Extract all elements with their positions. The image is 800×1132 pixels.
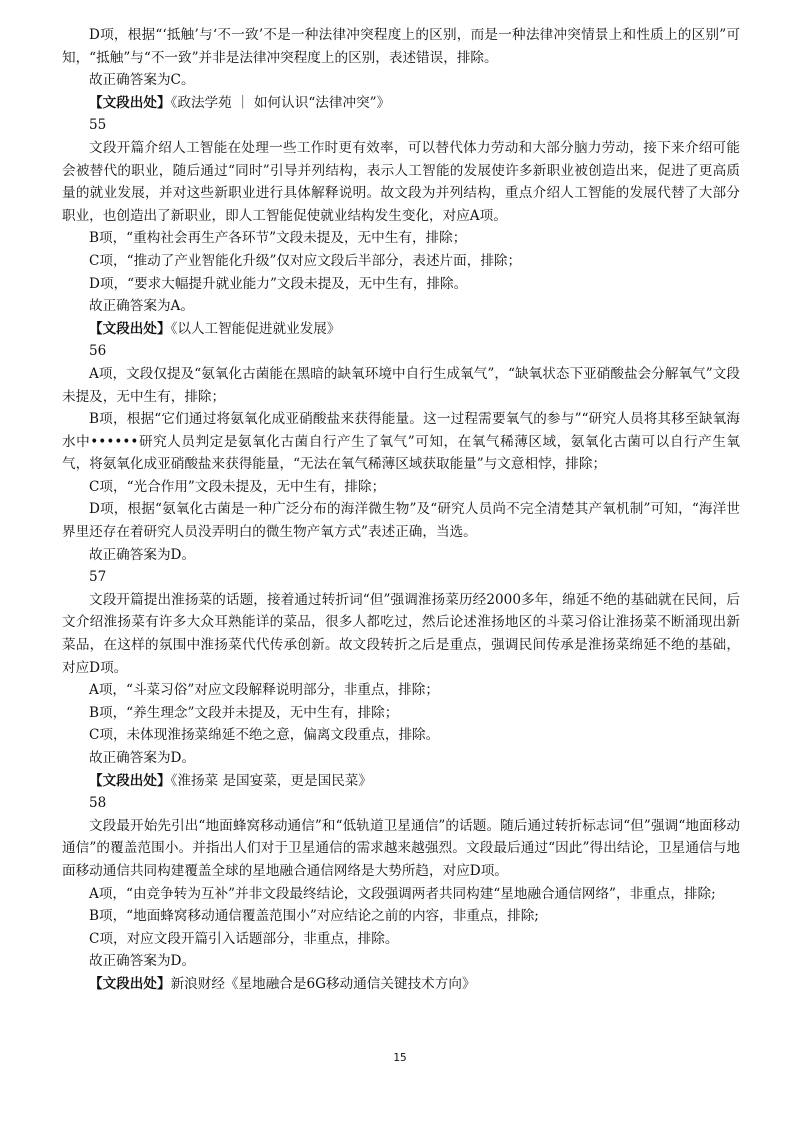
paragraph: 文段开篇提出淮扬菜的话题，接着通过转折词“但”强调淮扬菜历经2000多年，绵延不绝的基础就在民间，后文介绍淮扬菜有许多大众耳熟能详的菜品，很多人都吃过，然后论述淮扬地区的斗菜习俗让淮扬菜不断涌现出新菜品，在这样的氛围中淮扬菜代代传承创新。故文段转折之后是重点，强调民间传承是淮扬菜绵延不绝的基础，对应D项。 [62,591,740,676]
paragraph: D项，根据“‘抵触’与‘不一致’不是一种法律冲突程度上的区别，而是一种法律冲突情景上和性质上的区别”可知，“抵触”与“不一致”并非是法律冲突程度上的区别，表述错误，排除。 [62,27,740,66]
paragraph: 文段最开始先引出“地面蜂窝移动通信”和“低轨道卫星通信”的话题。随后通过转折标志词“但”强调“地面移动通信”的覆盖范围小。并指出人们对于卫星通信的需求越来越强烈。文段最后通过“因此”得出结论，卫星通信与地面移动通信共同构建覆盖全球的星地融合通信网络是大势所趋，对应D项。 [62,817,740,879]
source-label: 【文段出处】 [89,94,171,111]
paragraph: D项，根据“氨氧化古菌是一种广泛分布的海洋微生物”及“研究人员尚不完全清楚其产氧机制”可知，“海洋世界里还存在着研究人员没弄明白的微生物产氧方式”表述正确，当选。 [62,501,740,541]
paragraph: B项，“养生理念”文段并未提及，无中生有，排除； [89,704,399,721]
source-title: 《政法学苑 ｜ 如何认识“法律冲突”》 [170,94,391,111]
source-label: 【文段出处】 [89,975,171,992]
document-body [62,24,740,996]
paragraph: B项，“地面蜂窝移动通信覆盖范围小”对应结论之前的内容，非重点，排除; [89,908,539,925]
source-citation [62,318,740,341]
paragraph: C项，“光合作用”文段未提及，无中生有，排除； [89,478,386,495]
source-label: 【文段出处】 [89,772,171,789]
source-citation [62,973,740,996]
paragraph: B项，根据“它们通过将氨氧化成亚硝酸盐来获得能量。这一过程需要氧气的参与”“研究人员将其移至缺氧海水中••••••研究人员判定是氨氧化古菌自行产生了氧气”可知，在氧气稀薄区域，氨氧化古菌可以自行产生氧气，将氨氧化成亚硝酸盐来获得能量，“无法在氧气稀薄区域获取能量”与文意相悖，排除； [62,411,740,473]
paragraph: B项，“重构社会再生产各环节”文段未提及，无中生有，排除； [89,230,467,247]
question-number: 58 [89,795,107,812]
paragraph: C项，“推动了产业智能化升级”仅对应文段后半部分，表述片面，排除； [89,252,522,269]
paragraph: 故正确答案为C。 [89,72,195,89]
paragraph: 故正确答案为A。 [89,298,194,315]
source-title: 《以人工智能促进就业发展》 [170,320,341,337]
source-label: 【文段出处】 [89,320,171,337]
question-number: 56 [89,343,107,360]
question-number: 55 [89,117,107,134]
paragraph: A项，“由竞争转为互补”并非文段最终结论，文段强调两者共同构建“星地融合通信网络”，非重点，排除; [89,885,716,902]
paragraph: 故正确答案为D。 [89,750,196,766]
paragraph: 故正确答案为D。 [89,546,196,563]
source-title: 《淮扬菜 是国宴菜，更是国民菜》 [170,772,372,789]
paragraph: A项，文段仅提及“氨氧化古菌能在黑暗的缺氧环境中自行生成氧气”，“缺氧状态下亚硝酸盐会分解氧气”文段未提及，无中生有，排除； [62,365,740,405]
source-title: 新浪财经《星地融合是6G移动通信关键技术方向》 [170,975,476,992]
paragraph: C项，对应文段开篇引入话题部分，非重点，排除。 [89,930,399,947]
source-citation [62,770,740,793]
page-number: 15 [393,1052,407,1064]
paragraph: 故正确答案为D。 [89,953,196,970]
paragraph: D项，“要求大幅提升就业能力”文段未提及，无中生有，排除。 [89,275,468,292]
question-number: 57 [89,569,107,586]
paragraph: A项，“斗菜习俗”对应文段解释说明部分，非重点，排除； [89,682,439,699]
paragraph: 文段开篇介绍人工智能在处理一些工作时更有效率，可以替代体力劳动和大部分脑力劳动，接下来介绍可能会被替代的职业，随后通过“同时”引导并列结构，表示人工智能的发展使许多新职业被创造出来，促进了更高质量的就业发展，并对这些新职业进行具体解释说明。故文段为并列结构，重点介绍人工智能的发展代替了大部分职业，也创造出了新职业，即人工智能促使就业结构发生变化，对应A项。 [62,139,740,224]
source-citation [62,92,740,115]
paragraph: C项，未体现淮扬菜绵延不绝之意，偏离文段重点，排除。 [89,727,440,744]
